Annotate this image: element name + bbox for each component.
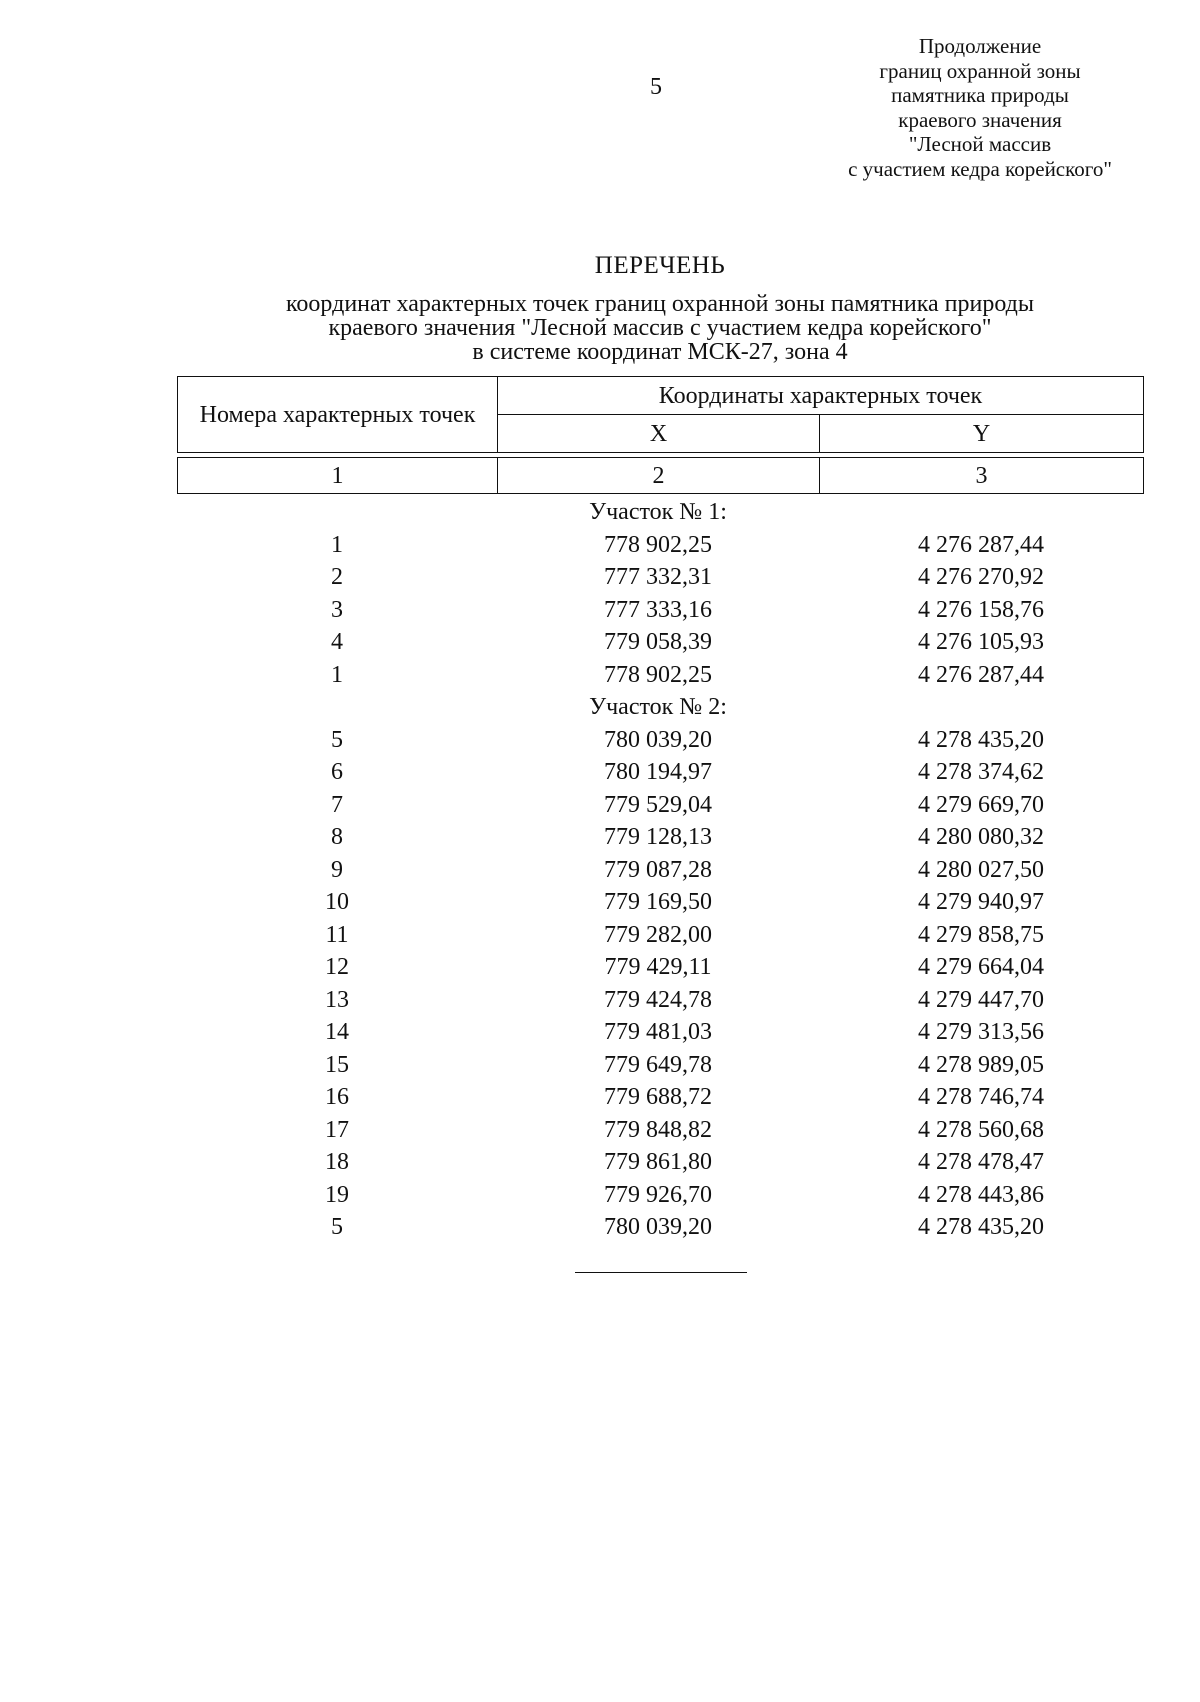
coord-y: 4 276 287,44 <box>918 531 1044 558</box>
point-number: 1 <box>331 531 343 558</box>
coord-x: 779 926,70 <box>604 1181 712 1208</box>
point-number: 4 <box>331 629 343 655</box>
coord-y: 4 280 027,50 <box>918 856 1044 883</box>
coord-x: 779 481,03 <box>604 1019 712 1045</box>
document-title: ПЕРЕЧЕНЬ <box>594 252 726 279</box>
coord-x: 777 333,16 <box>604 596 712 623</box>
coord-y: 4 278 435,20 <box>918 1214 1044 1240</box>
coord-x: 779 087,28 <box>604 856 712 883</box>
table-row <box>177 1049 1143 1082</box>
subtitle-line: в системе координат МСК-27, зона 4 <box>472 339 848 365</box>
table-row <box>177 529 1143 562</box>
point-number: 10 <box>325 889 349 915</box>
coord-y: 4 279 313,56 <box>918 1019 1044 1045</box>
table-row <box>177 886 1143 919</box>
coord-y: 4 278 989,05 <box>918 1051 1044 1078</box>
table-row <box>177 659 1143 692</box>
table-row <box>177 1211 1143 1244</box>
header-x-column: X <box>498 415 820 453</box>
coord-x: 780 039,20 <box>604 726 712 753</box>
column-number: 1 <box>178 458 498 494</box>
document-subtitle <box>180 292 1140 364</box>
point-number: 12 <box>325 954 349 980</box>
table-row <box>177 724 1143 757</box>
coord-y: 4 278 374,62 <box>918 759 1044 785</box>
column-number: 3 <box>820 458 1144 494</box>
header-note-line: "Лесной массив <box>908 132 1052 156</box>
section-row <box>177 496 1143 529</box>
point-number: 1 <box>331 661 343 688</box>
point-number: 5 <box>331 726 343 753</box>
coord-x: 779 649,78 <box>604 1051 712 1078</box>
table-row <box>177 756 1143 789</box>
coord-y: 4 279 858,75 <box>918 921 1044 948</box>
header-coords-column: Координаты характерных точек <box>498 377 1144 415</box>
coord-x: 779 688,72 <box>604 1084 712 1110</box>
coord-y: 4 278 478,47 <box>918 1149 1044 1175</box>
point-number: 9 <box>331 856 343 883</box>
header-note-line: краевого значения <box>898 107 1062 132</box>
table-row <box>177 561 1143 594</box>
header-note <box>800 34 1160 181</box>
coord-y: 4 279 940,97 <box>918 889 1044 915</box>
header-points-column: Номера характерных точек <box>178 377 498 453</box>
coord-x: 779 861,80 <box>604 1149 712 1175</box>
coord-x: 779 058,39 <box>604 629 712 655</box>
table-row <box>177 1179 1143 1212</box>
header-note-line: памятника природы <box>891 83 1069 107</box>
coord-y: 4 278 443,86 <box>918 1181 1044 1208</box>
coord-y: 4 276 105,93 <box>918 629 1044 655</box>
coord-x: 779 282,00 <box>604 921 712 948</box>
point-number: 6 <box>331 759 343 785</box>
subtitle-line: координат характерных точек границ охранной зоны памятника природы <box>285 291 1035 317</box>
table-row <box>177 984 1143 1017</box>
coord-y: 4 279 669,70 <box>918 791 1044 818</box>
coord-x: 779 169,50 <box>604 889 712 915</box>
coord-x: 779 429,11 <box>604 954 712 980</box>
coord-x: 778 902,25 <box>604 531 712 558</box>
table-row <box>177 951 1143 984</box>
end-divider <box>575 1272 747 1273</box>
point-number: 14 <box>325 1019 349 1045</box>
point-number: 8 <box>331 824 343 850</box>
column-number: 2 <box>498 458 820 494</box>
coord-y: 4 280 080,32 <box>918 824 1044 850</box>
coord-y: 4 276 287,44 <box>918 661 1044 688</box>
coord-x: 779 848,82 <box>604 1116 712 1143</box>
table-body <box>177 496 1143 1244</box>
header-note-line: границ охранной зоны <box>879 58 1081 83</box>
section-row <box>177 691 1143 724</box>
table-row <box>177 1114 1143 1147</box>
header-note-line: Продолжение <box>918 34 1042 58</box>
point-number: 5 <box>331 1214 343 1240</box>
point-number: 17 <box>325 1116 349 1143</box>
coord-x: 780 039,20 <box>604 1214 712 1240</box>
coord-x: 780 194,97 <box>604 759 712 785</box>
coord-y: 4 278 435,20 <box>918 726 1044 753</box>
coord-x: 778 902,25 <box>604 661 712 688</box>
header-y-column: Y <box>820 415 1144 453</box>
point-number: 16 <box>325 1084 349 1110</box>
table-row <box>177 626 1143 659</box>
table-row <box>177 594 1143 627</box>
coord-y: 4 279 664,04 <box>918 954 1044 980</box>
coord-x: 779 128,13 <box>604 824 712 850</box>
point-number: 11 <box>325 921 349 948</box>
point-number: 13 <box>325 986 349 1013</box>
table-row <box>177 789 1143 822</box>
point-number: 15 <box>325 1051 349 1078</box>
coord-x: 779 424,78 <box>604 986 712 1013</box>
coord-y: 4 276 158,76 <box>918 596 1044 623</box>
coord-y: 4 279 447,70 <box>918 986 1044 1013</box>
page-number: 5 <box>650 74 662 100</box>
table-header <box>177 376 1144 494</box>
coord-y: 4 278 560,68 <box>918 1116 1044 1143</box>
table-row <box>177 919 1143 952</box>
header-note-line: с участием кедра корейского" <box>848 156 1112 181</box>
coord-x: 779 529,04 <box>604 791 712 818</box>
point-number: 7 <box>331 791 343 818</box>
point-number: 18 <box>325 1149 349 1175</box>
coord-x: 777 332,31 <box>604 564 712 590</box>
point-number: 2 <box>331 564 343 590</box>
coord-y: 4 276 270,92 <box>918 564 1044 590</box>
table-row <box>177 1081 1143 1114</box>
section-title: Участок № 2: <box>589 694 727 720</box>
table-row <box>177 1016 1143 1049</box>
coord-y: 4 278 746,74 <box>918 1084 1044 1110</box>
table-row <box>177 854 1143 887</box>
subtitle-line: краевого значения "Лесной массив с участием кедра корейского" <box>328 315 992 341</box>
point-number: 3 <box>331 596 343 623</box>
point-number: 19 <box>325 1181 349 1208</box>
table-row <box>177 1146 1143 1179</box>
section-title: Участок № 1: <box>589 499 727 525</box>
table-row <box>177 821 1143 854</box>
